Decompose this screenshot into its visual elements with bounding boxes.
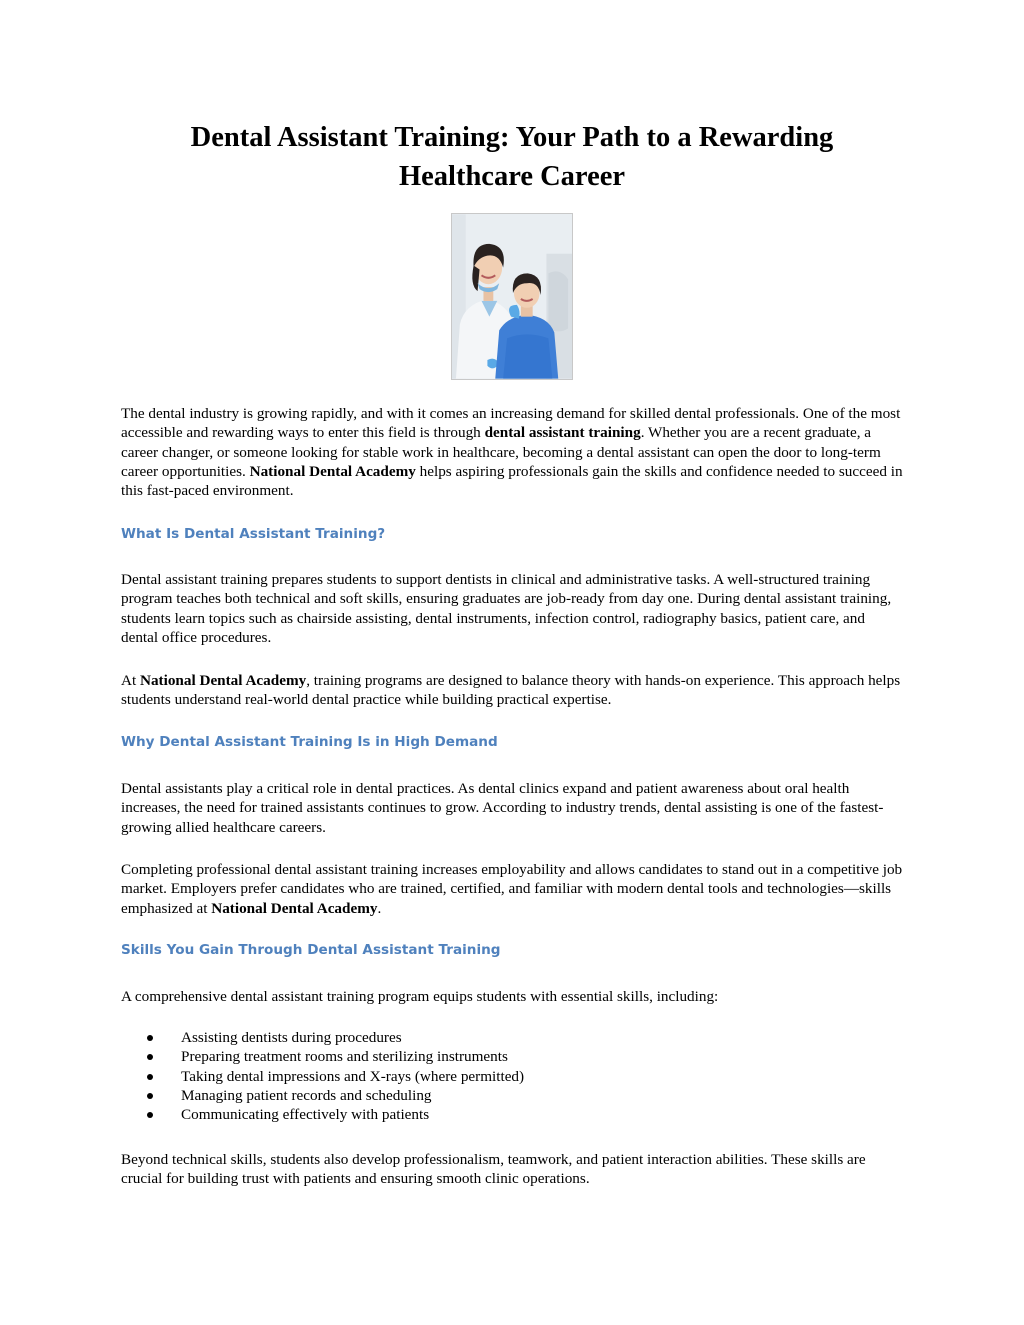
section2-p2-text-2: . xyxy=(377,899,382,917)
intro-bold-2: National Dental Academy xyxy=(249,462,416,480)
list-item xyxy=(121,1067,821,1086)
section2-p2-bold: National Dental Academy xyxy=(211,899,378,917)
dental-assistant-photo-icon xyxy=(452,214,572,379)
section2-paragraph-1: Dental assistants play a critical role in dental practices. As dental clinics expand and patient awareness about oral health increases, the need for trained assistants continues to grow. According to industry trends, dental assisting is one of the fastest-growing allied healthcare careers. xyxy=(121,780,884,836)
section1-p2-text-1: At xyxy=(121,672,140,689)
intro-paragraph xyxy=(121,404,905,500)
section1-paragraph-1: Dental assistant training prepares students to support dentists in clinical and administrative tasks. A well-structured training program teaches both technical and soft skills, ensuring graduates are job-ready from day one. During dental assistant training, students learn topics such as chairside assisting, dental instruments, infection control, radiography basics, patient care, and dental office procedures. xyxy=(121,571,892,646)
list-item xyxy=(121,1028,821,1047)
intro-text-2: . Whether you are a recent graduate, a career changer, or someone looking for stable work in healthcare, becoming a dental assistant can open the door to long-term career opportunities. xyxy=(121,424,881,480)
list-item-text: Communicating effectively with patients xyxy=(181,1106,430,1124)
bullet-icon xyxy=(147,1054,153,1060)
intro-text-3: helps aspiring professionals gain the skills and confidence needed to succeed in this fast-paced environment. xyxy=(121,462,903,500)
list-item-text: Assisting dentists during procedures xyxy=(181,1029,402,1046)
skills-list xyxy=(121,1028,821,1124)
list-item xyxy=(121,1086,821,1105)
section-heading-what-is: What Is Dental Assistant Training? xyxy=(121,526,386,542)
bullet-icon xyxy=(147,1112,153,1118)
section1-p2-text-2: , training programs are designed to balance theory with hands-on experience. This approach helps students understand real-world dental practice while building practical expertise. xyxy=(121,672,901,709)
section1-paragraph-2 xyxy=(121,671,905,710)
section1-p2-bold: National Dental Academy xyxy=(139,672,307,689)
bullet-icon xyxy=(147,1093,153,1099)
section2-p2-text-1: Completing professional dental assistant training increases employability and allows candidates to stand out in a competitive job market. Employers prefer candidates who are trained, certified, and familiar with modern dental tools and technologies—skills emphasized at xyxy=(121,861,903,917)
intro-text-1: The dental industry is growing rapidly, and with it comes an increasing demand for skilled dental professionals. One of the most accessible and rewarding ways to enter this field is through xyxy=(121,405,901,442)
list-item xyxy=(121,1105,821,1124)
document-title: Dental Assistant Training: Your Path to a Rewarding Healthcare Career xyxy=(190,122,834,192)
list-item-text: Taking dental impressions and X-rays (where permitted) xyxy=(181,1067,525,1085)
list-item-text: Managing patient records and scheduling xyxy=(181,1086,432,1104)
bullet-icon xyxy=(147,1035,153,1041)
section-heading-skills: Skills You Gain Through Dental Assistant Training xyxy=(121,942,501,958)
bullet-icon xyxy=(147,1074,153,1080)
list-item-text: Preparing treatment rooms and sterilizing instruments xyxy=(181,1048,508,1066)
section2-paragraph-2 xyxy=(121,860,905,918)
dental-assistant-photo xyxy=(451,213,573,380)
section3-paragraph-2: Beyond technical skills, students also develop professionalism, teamwork, and patient interaction abilities. These skills are crucial for building trust with patients and ensuring smooth clinic operations. xyxy=(121,1151,866,1188)
section-heading-high-demand: Why Dental Assistant Training Is in High Demand xyxy=(121,734,498,750)
list-item xyxy=(121,1047,821,1066)
section3-paragraph-1: A comprehensive dental assistant training program equips students with essential skills, including: xyxy=(121,988,719,1005)
intro-bold-1: dental assistant training xyxy=(484,424,641,442)
